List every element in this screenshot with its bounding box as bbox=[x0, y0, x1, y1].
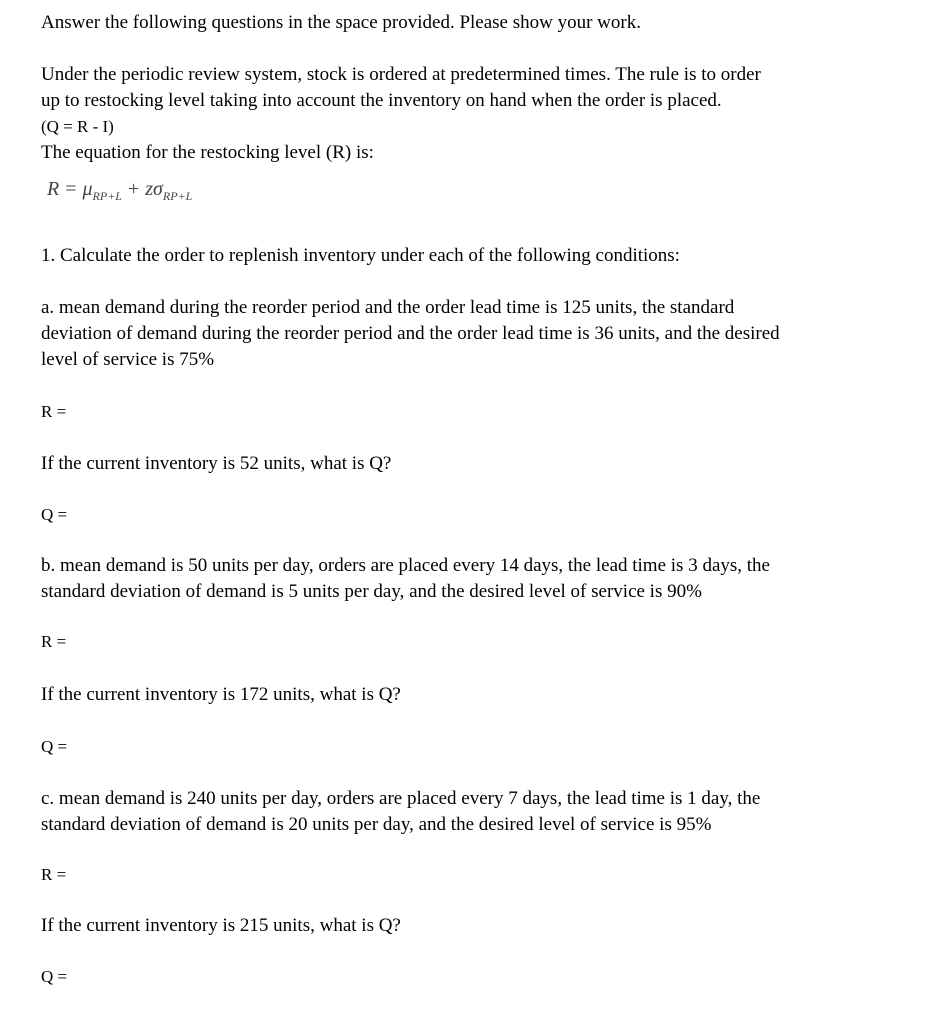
worksheet bbox=[41, 10, 901, 990]
equation-mu: μ bbox=[82, 178, 93, 200]
equation-lhs: R bbox=[47, 178, 60, 200]
part-a-q-answer-label: Q = bbox=[41, 505, 68, 524]
part-a-line2: deviation of demand during the reorder period and the order lead time is 36 units, and the desired bbox=[41, 323, 780, 344]
part-b-q-answer-label: Q = bbox=[41, 737, 68, 756]
equation-plus: + bbox=[127, 178, 140, 200]
restocking-equation bbox=[41, 176, 901, 202]
periodic-description-line1: Under the periodic review system, stock is ordered at predetermined times. The rule is to order bbox=[41, 64, 761, 85]
part-a-inventory-question: If the current inventory is 52 units, what is Q? bbox=[41, 453, 392, 474]
part-b-r-answer-label: R = bbox=[41, 632, 67, 651]
equation-mu-subscript: RP+L bbox=[92, 189, 122, 203]
part-c-q-answer-label: Q = bbox=[41, 967, 68, 986]
part-b-line1: b. mean demand is 50 units per day, orders are placed every 14 days, the lead time is 3 days, the bbox=[41, 555, 770, 576]
equation-equals: = bbox=[65, 178, 77, 200]
part-c-r-answer-label: R = bbox=[41, 865, 67, 884]
question-1-heading: 1. Calculate the order to replenish inventory under each of the following conditions: bbox=[41, 245, 680, 266]
part-c-inventory-question: If the current inventory is 215 units, what is Q? bbox=[41, 915, 401, 936]
restock-equation-label: The equation for the restocking level (R) is: bbox=[41, 142, 374, 163]
periodic-description-line2: up to restocking level taking into account the inventory on hand when the order is placed. bbox=[41, 90, 722, 111]
part-c-line1: c. mean demand is 240 units per day, orders are placed every 7 days, the lead time is 1 day, the bbox=[41, 788, 761, 809]
q-formula: (Q = R - I) bbox=[41, 117, 114, 136]
part-c-line2: standard deviation of demand is 20 units per day, and the desired level of service is 95% bbox=[41, 814, 712, 835]
part-a-r-answer-label: R = bbox=[41, 402, 67, 421]
part-b-inventory-question: If the current inventory is 172 units, what is Q? bbox=[41, 684, 401, 705]
equation-z-sigma: zσ bbox=[145, 178, 163, 200]
part-a-line3: level of service is 75% bbox=[41, 349, 215, 370]
part-b-line2: standard deviation of demand is 5 units per day, and the desired level of service is 90% bbox=[41, 581, 702, 602]
equation-sigma-subscript: RP+L bbox=[162, 189, 193, 203]
part-a-line1: a. mean demand during the reorder period and the order lead time is 125 units, the standard bbox=[41, 297, 735, 318]
instructions: Answer the following questions in the space provided. Please show your work. bbox=[41, 12, 641, 33]
